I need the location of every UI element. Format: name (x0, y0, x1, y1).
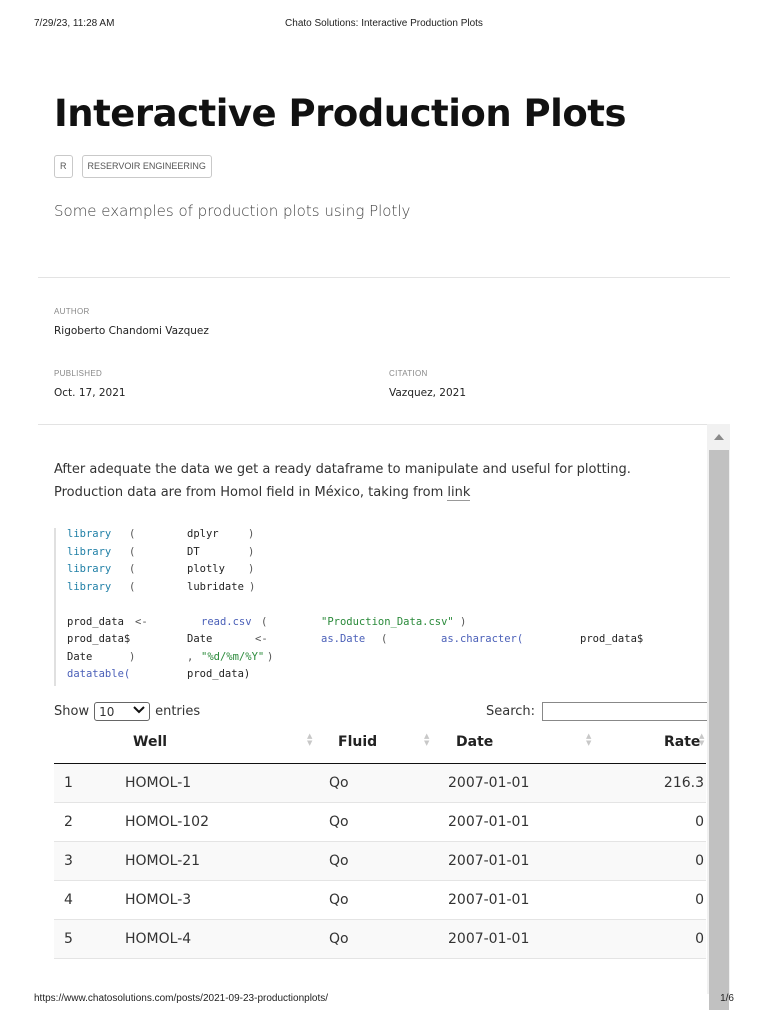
code-line-blank (67, 598, 706, 616)
search-control (486, 702, 712, 721)
print-datetime: 7/29/23, 11:28 AM (34, 18, 115, 29)
tag-r[interactable]: R (54, 155, 73, 178)
search-label: Search: (486, 704, 536, 719)
code-function: read.csv (201, 615, 252, 628)
datatable-controls (54, 700, 706, 724)
article-description: Some examples of production plots using Plotly (54, 202, 411, 220)
print-header (0, 18, 768, 32)
row-index: 1 (64, 775, 73, 791)
show-label: Show (54, 704, 90, 719)
code-paren: ( (381, 633, 388, 645)
column-header-fluid[interactable]: Fluid (338, 734, 378, 750)
entries-label: entries (155, 704, 201, 719)
code-paren: ( (129, 545, 136, 558)
table-row[interactable] (54, 881, 706, 920)
code-paren: ) (460, 615, 467, 628)
code-var: prod_data$ (67, 633, 131, 645)
code-paren: ( (129, 563, 136, 575)
code-paren: ) (248, 528, 255, 540)
code-line (67, 563, 706, 581)
code-operator: <- (135, 615, 148, 628)
print-url: https://www.chatosolutions.com/posts/2021-09-23-productionplots/ (34, 993, 329, 1004)
cell-date: 2007-01-01 (448, 814, 530, 830)
cell-well: HOMOL-3 (125, 892, 192, 908)
scroll-up-arrow-icon[interactable] (707, 424, 730, 449)
published-date: Oct. 17, 2021 (54, 387, 126, 399)
cell-rate: 0 (695, 814, 704, 830)
divider (38, 424, 730, 425)
cell-well: HOMOL-102 (125, 814, 209, 830)
row-index: 3 (64, 853, 73, 869)
code-arg: lubridate (187, 580, 244, 593)
cell-fluid: Qo (329, 775, 349, 791)
code-block (54, 528, 706, 686)
print-page-number: 1/6 (720, 993, 734, 1004)
cell-fluid: Qo (329, 853, 349, 869)
author-name: Rigoberto Chandomi Vazquez (54, 325, 209, 337)
row-index: 4 (64, 892, 73, 908)
column-header-well[interactable]: Well (133, 734, 168, 750)
cell-well: HOMOL-1 (125, 775, 192, 791)
row-index: 2 (64, 814, 73, 830)
vertical-scrollbar[interactable] (707, 424, 730, 994)
row-index: 5 (64, 931, 73, 947)
code-paren: ) (248, 545, 255, 558)
cell-date: 2007-01-01 (448, 931, 530, 947)
cell-rate: 0 (695, 931, 704, 947)
code-arg: plotly (187, 563, 225, 575)
body-paragraph-text: After adequate the data we get a ready dataframe to manipulate and useful for plotting. Production data are from Homol field in México, taking from (54, 462, 631, 500)
code-paren: ) (248, 563, 255, 575)
code-line (67, 668, 706, 686)
code-function: as.Date (321, 633, 366, 645)
code-paren: ( (129, 528, 136, 540)
code-line (67, 581, 706, 599)
scrollbar-thumb[interactable] (709, 450, 729, 1010)
body-paragraph (54, 458, 704, 504)
code-string: "%d/%m/%Y" (201, 650, 265, 663)
cell-rate: 0 (695, 892, 704, 908)
code-paren: ) (267, 650, 274, 663)
print-footer (0, 993, 768, 1007)
table-header (54, 726, 706, 764)
code-keyword: library (67, 545, 112, 558)
code-arg: dplyr (187, 528, 219, 540)
code-operator: , (187, 650, 200, 663)
entries-length-control (54, 702, 200, 721)
sort-icon[interactable]: ▲ ▼ (699, 732, 705, 747)
cell-fluid: Qo (329, 931, 349, 947)
search-input[interactable] (542, 702, 712, 721)
code-paren: ) (249, 580, 256, 593)
code-function: as.character( (441, 633, 524, 645)
code-paren: ) (129, 650, 136, 663)
table-row[interactable] (54, 764, 706, 803)
citation-label: CITATION (389, 369, 428, 378)
entries-select-value: 10 (99, 704, 115, 719)
cell-fluid: Qo (329, 892, 349, 908)
data-table (54, 726, 706, 959)
print-page-title: Chato Solutions: Interactive Production Plots (285, 18, 483, 29)
sort-icon[interactable]: ▲ ▼ (307, 732, 313, 747)
code-line (67, 546, 706, 564)
page-title: Interactive Production Plots (54, 92, 626, 135)
cell-date: 2007-01-01 (448, 892, 530, 908)
cell-date: 2007-01-01 (448, 853, 530, 869)
cell-well: HOMOL-21 (125, 853, 201, 869)
column-header-rate[interactable]: Rate (664, 734, 701, 750)
code-line (67, 616, 706, 634)
cell-well: HOMOL-4 (125, 931, 192, 947)
code-var: prod_data (67, 615, 124, 628)
code-function: datatable( (67, 668, 131, 680)
code-operator: <- (255, 633, 268, 645)
code-keyword: library (67, 528, 112, 540)
published-label: PUBLISHED (54, 369, 103, 378)
code-line (67, 651, 706, 669)
divider (38, 277, 730, 278)
code-line (67, 633, 706, 651)
chevron-down-icon (133, 706, 145, 717)
entries-select[interactable] (94, 702, 150, 721)
code-field: Date (187, 633, 213, 645)
tag-reservoir-engineering[interactable]: RESERVOIR ENGINEERING (82, 155, 212, 178)
code-arg: prod_data) (187, 668, 251, 680)
table-row[interactable] (54, 803, 706, 842)
code-string: "Production_Data.csv" (321, 615, 454, 628)
code-line (67, 528, 706, 546)
cell-rate: 216.3 (663, 775, 704, 791)
code-keyword: library (67, 580, 112, 593)
table-row[interactable] (54, 842, 706, 881)
source-link[interactable]: link (447, 485, 471, 500)
cell-date: 2007-01-01 (448, 775, 530, 791)
cell-fluid: Qo (329, 814, 349, 830)
code-paren: ( (129, 580, 136, 593)
tag-list (54, 155, 212, 178)
code-paren: ( (261, 615, 268, 628)
citation-value: Vazquez, 2021 (389, 387, 467, 399)
code-arg: DT (187, 545, 200, 558)
cell-rate: 0 (695, 853, 704, 869)
sort-icon[interactable]: ▲ ▼ (424, 732, 430, 747)
code-var: prod_data$ (580, 633, 644, 645)
code-keyword: library (67, 563, 112, 575)
table-row[interactable] (54, 920, 706, 959)
sort-icon[interactable]: ▲ ▼ (586, 732, 592, 747)
code-field: Date (67, 650, 93, 663)
author-label: AUTHOR (54, 307, 90, 316)
column-header-date[interactable]: Date (456, 734, 494, 750)
